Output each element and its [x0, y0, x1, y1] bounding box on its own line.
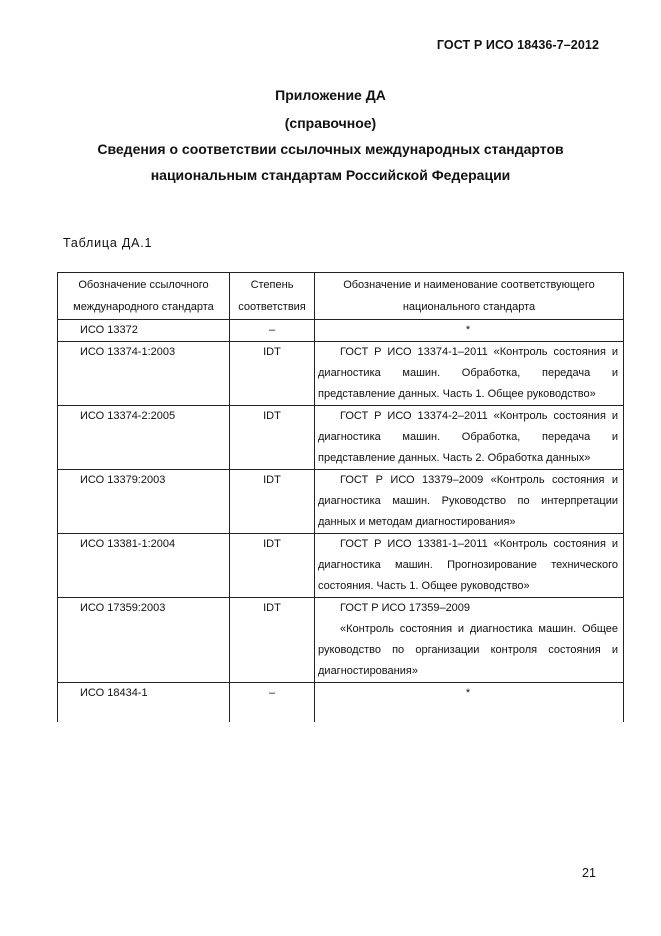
cell-national	[315, 598, 624, 683]
national-text: ГОСТ Р ИСО 13379–2009 «Контроль состояния и диагностика машин. Руководство по интерпретации данных и методам диагностирования»	[318, 474, 618, 528]
cell-national	[315, 683, 624, 723]
national-placeholder: *	[465, 324, 471, 336]
header-intl-standard: Обозначение ссылочного международного стандарта	[58, 273, 230, 320]
table-label: Таблица ДА.1	[63, 236, 153, 250]
cell-degree: IDT	[230, 470, 315, 534]
header-national-standard: Обозначение и наименование соответствующего национального стандарта	[315, 273, 624, 320]
cell-national	[315, 406, 624, 470]
cell-intl: ИСО 13374-2:2005	[58, 406, 230, 470]
cell-degree: IDT	[230, 534, 315, 598]
document-code: ГОСТ Р ИСО 18436-7–2012	[436, 38, 599, 52]
table-row	[58, 406, 624, 470]
cell-intl: ИСО 13372	[58, 320, 230, 342]
cell-intl: ИСО 17359:2003	[58, 598, 230, 683]
national-text: ГОСТ Р ИСО 13374-1–2011 «Контроль состояния и диагностика машин. Обработка, передача и представление данных. Часть 1. Общее руководство»	[318, 346, 618, 400]
table-header-row	[58, 273, 624, 320]
appendix-subtitle-line2: национальным стандартам Российской Федерации	[150, 167, 511, 183]
cell-degree: –	[230, 320, 315, 342]
table-row	[58, 470, 624, 534]
cell-degree: IDT	[230, 342, 315, 406]
table-row	[58, 598, 624, 683]
national-text: «Контроль состояния и диагностика машин. Общее руководство по организации контроля состояния и диагностирования»	[318, 623, 618, 677]
page-number: 21	[582, 866, 596, 880]
cell-intl: ИСО 13381-1:2004	[58, 534, 230, 598]
table-row	[58, 683, 624, 723]
national-text: ГОСТ Р ИСО 13374-2–2011 «Контроль состояния и диагностика машин. Обработка, передача и представление данных. Часть 2. Обработка данных»	[318, 410, 618, 464]
cell-degree: –	[230, 683, 315, 723]
national-designation: ГОСТ Р ИСО 17359–2009	[340, 602, 471, 614]
cell-national	[315, 534, 624, 598]
appendix-status: (справочное)	[284, 115, 377, 131]
cell-national	[315, 470, 624, 534]
table-row	[58, 320, 624, 342]
cell-national	[315, 320, 624, 342]
cell-intl: ИСО 18434-1	[58, 683, 230, 723]
cell-intl: ИСО 13379:2003	[58, 470, 230, 534]
header-degree: Степень соответствия	[230, 273, 315, 320]
table-row	[58, 534, 624, 598]
cell-intl: ИСО 13374-1:2003	[58, 342, 230, 406]
cell-degree: IDT	[230, 406, 315, 470]
national-text: ГОСТ Р ИСО 13381-1–2011 «Контроль состояния и диагностика машин. Прогнозирование технического состояния. Часть 1. Общее руководство»	[318, 538, 618, 592]
correspondence-table	[57, 272, 624, 722]
cell-degree: IDT	[230, 598, 315, 683]
appendix-subtitle-line1: Сведения о соответствии ссылочных международных стандартов	[97, 141, 564, 157]
national-placeholder: *	[465, 687, 471, 699]
cell-national	[315, 342, 624, 406]
table-row	[58, 342, 624, 406]
appendix-title: Приложение ДА	[275, 87, 386, 103]
